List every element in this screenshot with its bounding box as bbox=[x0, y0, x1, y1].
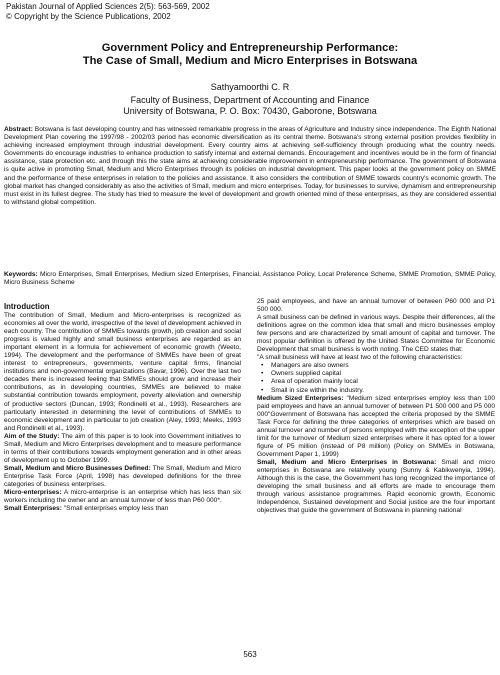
defined-paragraph bbox=[4, 465, 241, 489]
paper-title bbox=[0, 42, 500, 68]
aim-label: Aim of the Study: bbox=[4, 432, 60, 440]
affiliation bbox=[0, 95, 500, 117]
introduction-heading: Introduction bbox=[4, 302, 50, 311]
copyright-line: © Copyright by the Science Publications, 2002 bbox=[6, 12, 171, 21]
title-line-2: The Case of Small, Medium and Micro Enterprises in Botswana bbox=[82, 55, 418, 67]
left-column bbox=[4, 302, 241, 513]
medium-label: Medium Sized Enterprises: bbox=[257, 394, 344, 402]
aim-paragraph bbox=[4, 433, 241, 465]
turnover-paragraph: 25 paid employees, and have an annual turnover of between P60 000 and P1 500 000. bbox=[257, 298, 495, 314]
definition-paragraph: A small business can be defined in various ways. Despite their differences, all the definitions agree on the common idea that small and micro businesses employ few persons and are characterized by small amount of capital and turnover. The most popular definition is offered by the United States Committee for Economic Development that small business is worth noting. The CED states that: bbox=[257, 314, 495, 354]
keywords bbox=[4, 271, 496, 287]
introduction-paragraph: The contribution of Small, Medium and Micro-enterprises is recognized as economies all over the world, irrespective of the level of development achieved in each country. The contribution of SMMEs towards growth, job creation and social progress is valued highly and small business enterprises are regarded as an important element in a formula for achievement of economic growth (Weeto, 1994). The development and the performance of SMMEs have been of great interest to entrepreneurs, governments, venture capital firms, financial institutions and non-governmental organizations (Bavar, 1996). Over the last two decades there is increased feeling that SMMEs should grow and increase their contributions, as in developing countries, SMMEs are believed to make substantial contribution towards employment, poverty alleviation and ownership of productive sectors (Duncan, 1993; Rondinelli et al., 1993). Researchers are particularly interested in determining the level of contributions of SMMEs to economic development and in particular to job creation (Aley, 1993; Meeks, 1993 and Rondinelli et al., 1993). bbox=[4, 312, 241, 432]
affiliation-line-2: University of Botswana, P. O. Box: 70430, Gaborone, Botswana bbox=[123, 106, 377, 116]
journal-citation: Pakistan Journal of Applied Sciences 2(5): 563-569, 2002 bbox=[6, 2, 210, 11]
abstract-text: Botswana is fast developing country and has witnessed remarkable progress in the areas of Agriculture and Industry since independence. The Eighth National Development Plan covering the 1997/98 - 2002/03 period has economic diversification as its central theme. Botswana's strong external position provides flexibility in achieving increased employment through industrial development. Every country aims at achieving self-sufficiency through producing what the country needs. Governments do encourage industries to enhance production to satisfy internal and external demands. Encouragement and incentives would be in the form of financial assistance, state protection etc. and through this the state aims at achieving considerable improvement in entrepreneurship performance. The government of Botswana is quite active in promoting Small, Medium and Micro Enterprises through its policies on industrial development. This paper looks at the government policy on SMME and the performance of these enterprises in relation to the policies and assistance. It also considers the contribution of SMME towards country's economic growth. The global market has changed considerably as also the activities of Small, medium and micro enterprises. Today, for businesses to survive, dynamism and entrepreneurship must exist in its fullest degree. The study has tried to measure the level of development and growth oriented mind of these enterprises, as they are considered essential to withstand global competition. bbox=[4, 126, 496, 206]
small-paragraph bbox=[4, 505, 241, 513]
defined-text: The Small, Medium and Micro Enterprise Task Force (April, 1998) has developed definitions for the three categories of business enterprises. bbox=[4, 464, 241, 488]
affiliation-line-1: Faculty of Business, Department of Accounting and Finance bbox=[130, 95, 370, 105]
keywords-text: Micro Enterprises, Small Enterprises, Medium sized Enterprises, Financial, Assistance Policy, Local Preference Scheme, SMME Promotion, SMME Policy, Micro Business Scheme bbox=[4, 271, 496, 287]
author-name: Sathyamoorthi C. R bbox=[210, 82, 290, 92]
title-line-1: Government Policy and Entrepreneurship Performance: bbox=[101, 42, 399, 54]
right-column bbox=[257, 298, 495, 515]
small-label: Small Enterprises: bbox=[4, 505, 62, 513]
smme-botswana-text: Small and micro enterprises in Botswana are relatively young (Sunny & Kabikwenyia, 1994). Although this is the case, the Government has long recognized the importance of developing the small business and all efforts are made to encourage them through various assistance programmes. Rapid economic growth, Economic Independence, Sustained development and Social justice are the four important objectives that guide the government of Botswana in planning national bbox=[257, 458, 495, 515]
keywords-label: Keywords: bbox=[4, 271, 38, 278]
journal-header bbox=[6, 2, 210, 22]
characteristics-intro: "A small business will have at least two of the following characteristics: bbox=[257, 354, 463, 362]
medium-paragraph bbox=[257, 395, 495, 459]
page-number: 563 bbox=[243, 650, 257, 659]
small-text: "Small enterprises employ less than bbox=[61, 505, 169, 513]
aim-text: The aim of this paper is to look into Government initiatives to Small, Medium and Micro Enterprises development and to measure performance in terms of their contributions towards employment generation and in other areas of development up to October 1999. bbox=[4, 432, 241, 464]
micro-paragraph bbox=[4, 489, 241, 505]
list-item: • Small in size within the industry. bbox=[271, 387, 495, 395]
list-item: • Area of operation mainly local bbox=[271, 378, 495, 386]
abstract bbox=[4, 126, 496, 207]
micro-text: A micro-enterprise is an enterprise which has less than six workers including the owner and an annual turnover of less than P60 000*. bbox=[4, 489, 241, 505]
medium-text: "Medium sized enterprises employ less than 100 paid employees and have an annual turnover of between P1 500 000 and P5 000 000"Government of Botswana has accepted the criteria proposed by the SMME Task Force for defining the three categories of enterprises which are based on annual turnover and number of persons employed with the exception of the upper limit for the turnover of Medium sized enterprises where it has opted for a lower figure of P5 million (instead of P8 million) (Policy on SMMEs in Botswana, Government Paper 1, 1999) bbox=[257, 394, 495, 458]
list-item: • Managers are also owners bbox=[271, 362, 495, 370]
characteristics-list bbox=[257, 362, 495, 394]
list-item: • Owners supplied capital bbox=[271, 370, 495, 378]
abstract-label: Abstract: bbox=[4, 126, 33, 133]
smme-botswana-paragraph bbox=[257, 459, 495, 515]
defined-label: Small, Medium and Micro Businesses Defined: bbox=[4, 464, 151, 472]
smme-botswana-label: Small, Medium and Micro Enterprises in Botswana: bbox=[257, 458, 437, 466]
micro-label: Micro-enterprises: bbox=[4, 489, 62, 497]
